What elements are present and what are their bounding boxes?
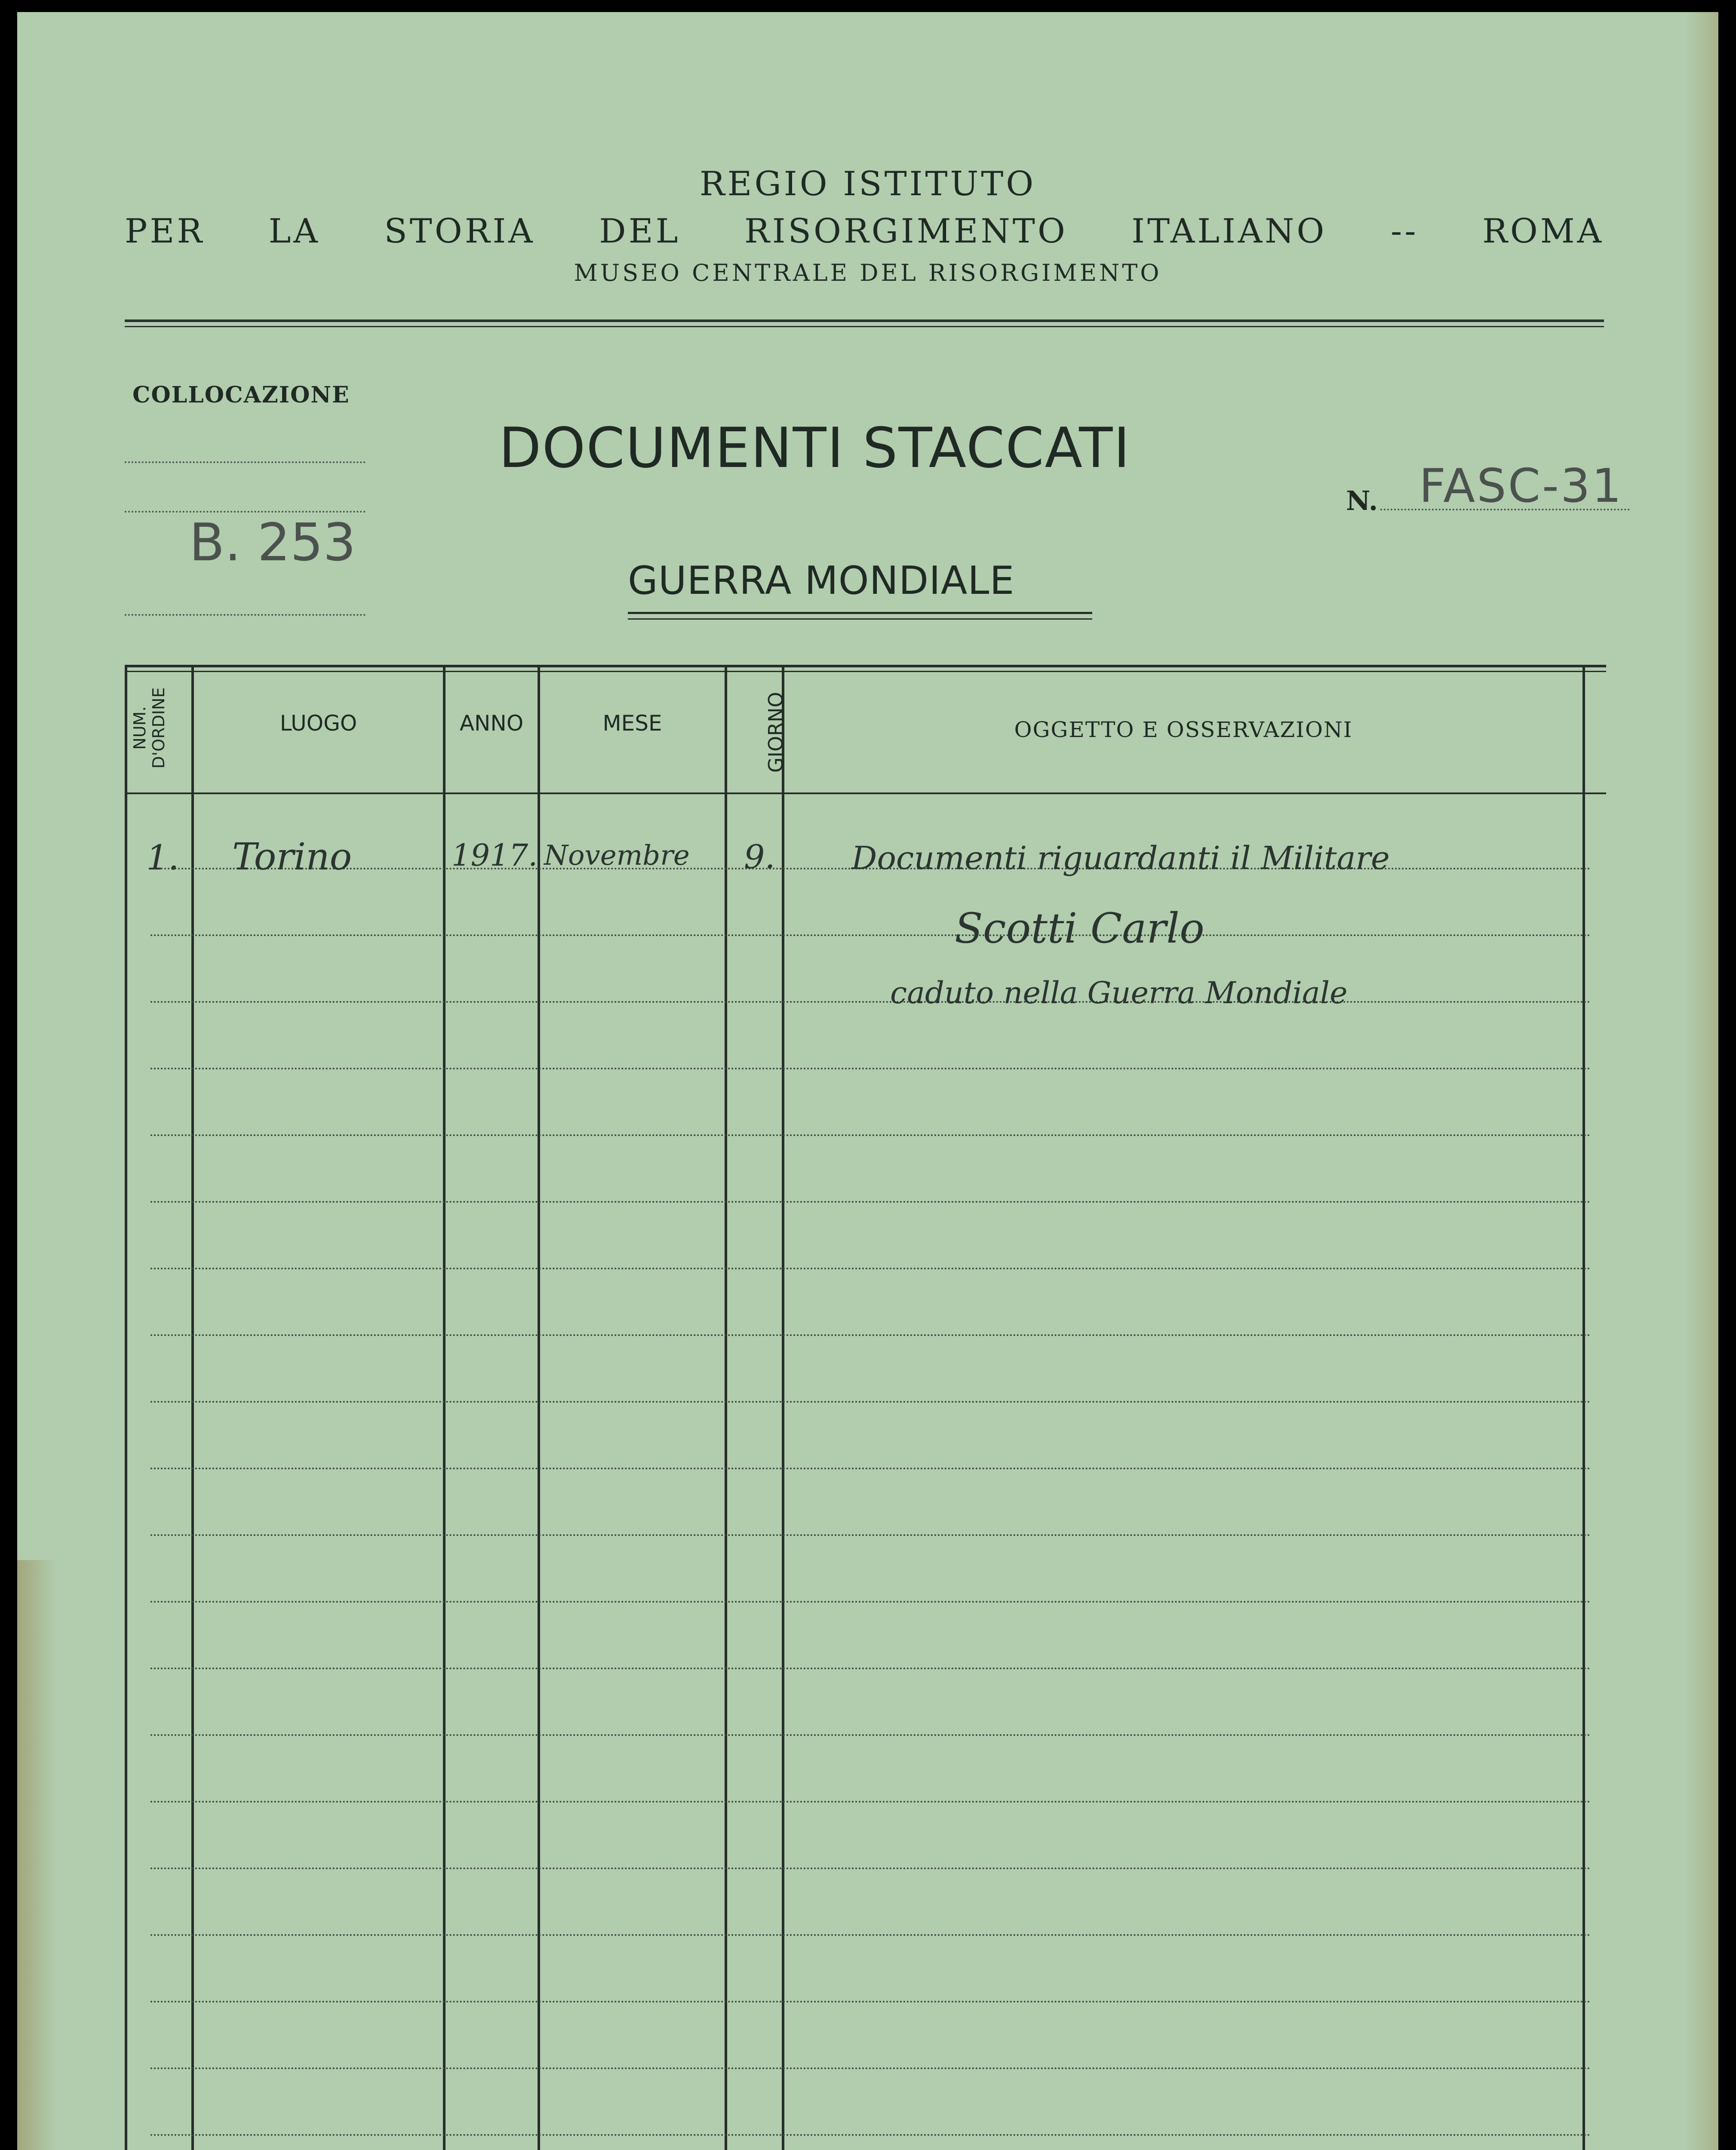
row-line bbox=[151, 1134, 1591, 1136]
col-divider-giorno bbox=[782, 665, 784, 2150]
row-line bbox=[151, 1401, 1591, 1403]
row-line bbox=[151, 1201, 1591, 1203]
row-line bbox=[151, 2067, 1591, 2069]
entry-oggetto-line1: Documenti riguardanti il Militare bbox=[851, 840, 1390, 877]
row-line bbox=[151, 1601, 1591, 1603]
row-line bbox=[151, 1468, 1591, 1469]
row-line bbox=[151, 934, 1591, 936]
museum-name: MUSEO CENTRALE DEL RISORGIMENTO bbox=[574, 259, 1162, 286]
subtitle-underline-1 bbox=[628, 612, 1092, 614]
table-top-border-thin bbox=[125, 671, 1606, 672]
row-line bbox=[151, 1534, 1591, 1536]
table-right-border bbox=[1582, 665, 1585, 2150]
paper-stain-left bbox=[17, 1560, 56, 2150]
number-value: FASC-31 bbox=[1419, 459, 1623, 513]
col-divider-mese bbox=[725, 665, 727, 2150]
header-rule-top bbox=[125, 319, 1604, 322]
collocazione-dotted-line-3 bbox=[125, 614, 366, 616]
col-header-mese: MESE bbox=[602, 711, 662, 736]
collocazione-label: COLLOCAZIONE bbox=[132, 382, 350, 408]
row-line bbox=[151, 1068, 1591, 1069]
row-line bbox=[151, 2001, 1591, 2003]
row-line bbox=[151, 1668, 1591, 1669]
entry-anno: 1917. bbox=[452, 838, 538, 873]
entry-luogo: Torino bbox=[232, 835, 352, 878]
collocazione-value: B. 253 bbox=[189, 513, 356, 573]
entry-mese: Novembre bbox=[544, 840, 690, 872]
subtitle-underline-2 bbox=[628, 618, 1092, 620]
entry-giorno: 9. bbox=[744, 838, 775, 876]
entry-num: 1. bbox=[146, 838, 179, 878]
table-top-border bbox=[125, 665, 1606, 667]
table-left-border bbox=[125, 665, 127, 2150]
col-divider-luogo bbox=[443, 665, 446, 2150]
row-line bbox=[151, 1934, 1591, 1936]
row-line bbox=[151, 1268, 1591, 1269]
row-line bbox=[151, 1867, 1591, 1869]
col-header-giorno: GIORNO bbox=[764, 692, 787, 773]
collocazione-dotted-line-1 bbox=[125, 461, 366, 463]
col-divider-num bbox=[191, 665, 194, 2150]
row-line bbox=[151, 2134, 1591, 2136]
collocazione-dotted-line-2 bbox=[125, 511, 366, 513]
paper-stain-right bbox=[1686, 12, 1718, 2150]
row-line bbox=[151, 1734, 1591, 1736]
institute-name: REGIO ISTITUTO bbox=[699, 165, 1036, 203]
col-header-luogo: LUOGO bbox=[280, 711, 357, 736]
row-line bbox=[151, 1334, 1591, 1336]
institute-subtitle: PER LA STORIA DEL RISORGIMENTO ITALIANO -- ROMA bbox=[125, 212, 1604, 251]
col-divider-anno bbox=[538, 665, 540, 2150]
header-rule-bottom bbox=[125, 326, 1604, 327]
document-title: DOCUMENTI STACCATI bbox=[499, 416, 1131, 480]
entry-oggetto-line3: caduto nella Guerra Mondiale bbox=[890, 975, 1348, 1010]
document-card bbox=[17, 12, 1718, 2150]
row-line bbox=[151, 1001, 1591, 1003]
entry-oggetto-line2: Scotti Carlo bbox=[955, 904, 1204, 952]
number-label: N. bbox=[1346, 485, 1378, 516]
document-subtitle: GUERRA MONDIALE bbox=[628, 558, 1015, 603]
row-line bbox=[151, 1801, 1591, 1803]
col-header-num: NUM. D'ORDINE bbox=[130, 687, 168, 769]
col-header-oggetto: OGGETTO E OSSERVAZIONI bbox=[1014, 717, 1353, 742]
table-header-bottom bbox=[125, 792, 1606, 794]
col-header-anno: ANNO bbox=[459, 711, 524, 736]
